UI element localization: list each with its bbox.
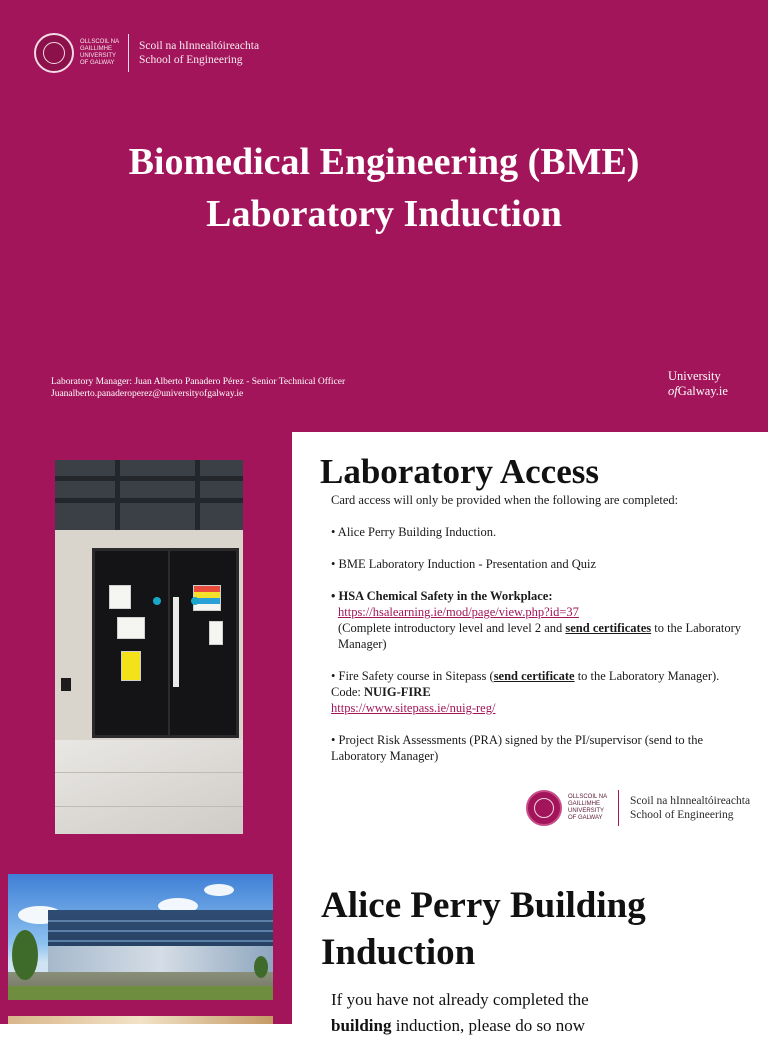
- alice-perry-building-photo: [8, 874, 273, 1000]
- instruction-emphasis: building: [331, 1016, 392, 1035]
- lab-manager-email: Juanalberto.panaderoperez@universityofgalway.ie: [51, 388, 244, 399]
- slide-accent-bar: [283, 432, 292, 864]
- wordmark-line: OF GALWAY: [80, 60, 115, 66]
- laboratory-door-photo: [55, 460, 243, 834]
- web-address-line-1: University: [668, 369, 721, 383]
- wordmark-line: GAILLIMHE: [568, 801, 601, 807]
- instruction-line-2: [331, 1013, 691, 1039]
- fire-safety-text-mid: to the Laboratory Manager). Code:: [331, 669, 720, 699]
- instruction-line-1: If you have not already completed the: [331, 990, 589, 1009]
- school-name-english: School of Engineering: [139, 54, 243, 66]
- hsa-note-emphasis: send certificates: [565, 621, 652, 635]
- university-wordmark: [80, 39, 124, 67]
- fire-safety-emphasis: send certificate: [493, 669, 575, 683]
- school-name-irish: Scoil na hInnealtóireachta: [630, 795, 751, 807]
- web-address-of: of: [668, 384, 678, 398]
- laboratory-access-slide: [0, 432, 768, 864]
- wordmark-line: UNIVERSITY: [80, 53, 117, 59]
- slide-title: [321, 882, 646, 976]
- wordmark-line: GAILLIMHE: [80, 46, 113, 52]
- hsa-course-title: • HSA Chemical Safety in the Workplace:: [331, 589, 553, 603]
- logo-divider: [618, 790, 619, 826]
- induction-instructions: [331, 987, 691, 1039]
- wordmark-line: OF GALWAY: [568, 815, 603, 821]
- wordmark-line: UNIVERSITY: [568, 808, 605, 814]
- logo-divider: [128, 34, 129, 72]
- university-logo-footer: [526, 790, 750, 826]
- hsa-course-link[interactable]: https://hsalearning.ie/mod/page/view.php?id=37: [338, 605, 579, 619]
- title-line-1: Alice Perry Building: [321, 885, 646, 926]
- hsa-note-text: (Complete introductory level and level 2 and: [338, 621, 566, 635]
- wordmark-line: OLLSCOIL NA: [568, 794, 608, 800]
- university-wordmark: [568, 794, 614, 822]
- access-requirements: [331, 492, 741, 780]
- presentation-title: [0, 136, 768, 240]
- building-interior-photo: [8, 1016, 273, 1024]
- sitepass-link[interactable]: https://www.sitepass.ie/nuig-reg/: [331, 701, 496, 715]
- hsa-note-text-end: to the Laboratory Manager): [338, 621, 742, 651]
- instruction-rest: induction, please do so now: [391, 1016, 586, 1035]
- school-name: [139, 39, 259, 67]
- requirement-building-induction: • Alice Perry Building Induction.: [331, 525, 497, 539]
- requirement-risk-assessment: • Project Risk Assessments (PRA) signed by the PI/supervisor (send to the Laboratory Manager): [331, 733, 704, 763]
- title-line-2: Induction: [321, 932, 476, 973]
- lab-manager-name: Laboratory Manager: Juan Alberto Panadero Pérez - Senior Technical Officer: [51, 377, 346, 387]
- requirement-bme-induction: • BME Laboratory Induction - Presentation and Quiz: [331, 557, 597, 571]
- alice-perry-induction-slide: [0, 864, 768, 1035]
- web-address-line-2: [668, 384, 728, 399]
- university-web-address: [668, 369, 728, 399]
- fire-safety-text: • Fire Safety course in Sitepass (: [331, 669, 494, 683]
- school-name-irish: Scoil na hInnealtóireachta: [139, 40, 260, 52]
- requirement-hsa-course: [331, 588, 741, 652]
- university-seal-icon: [526, 790, 562, 826]
- university-logo: [34, 33, 259, 73]
- title-line-1: Biomedical Engineering (BME): [128, 141, 640, 183]
- university-seal-icon: [34, 33, 74, 73]
- school-name: [630, 794, 750, 822]
- web-address-domain: Galway.ie: [677, 384, 728, 398]
- title-line-2: Laboratory Induction: [206, 193, 562, 235]
- lab-manager-contact: [51, 377, 345, 400]
- fire-safety-code: NUIG-FIRE: [363, 685, 431, 699]
- school-name-english: School of Engineering: [630, 809, 734, 821]
- slide-title: Laboratory Access: [320, 452, 599, 491]
- access-intro: Card access will only be provided when the following are completed:: [331, 493, 679, 507]
- requirement-fire-safety: [331, 668, 741, 716]
- slide-accent-bar: [283, 864, 292, 1024]
- wordmark-line: OLLSCOIL NA: [80, 39, 120, 45]
- title-slide: [0, 0, 768, 432]
